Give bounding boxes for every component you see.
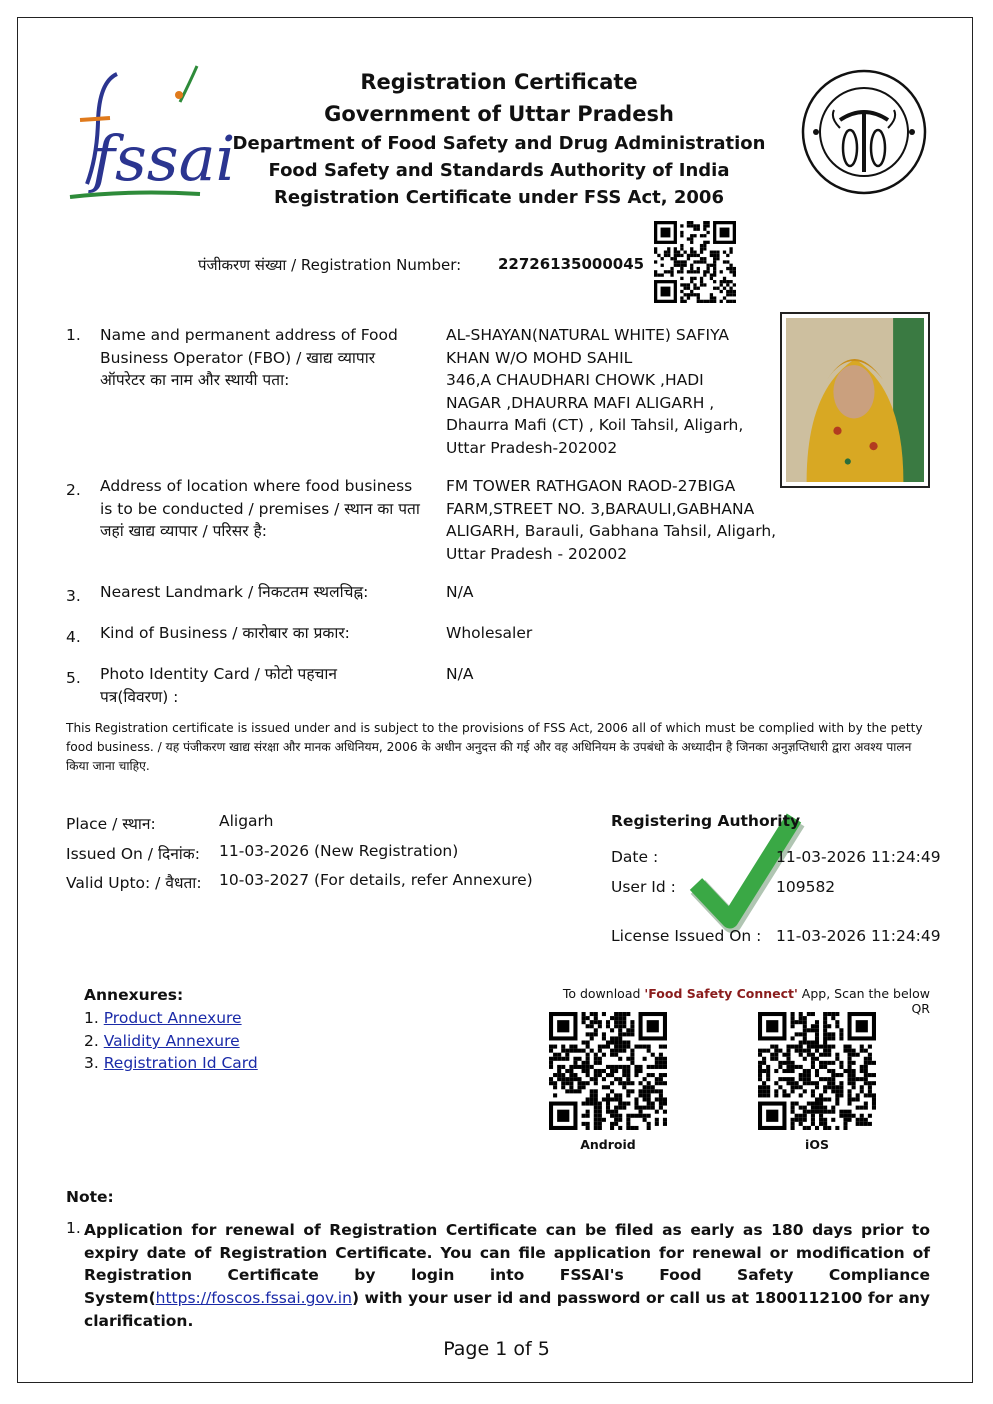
date-label: Date : bbox=[611, 848, 659, 866]
premises-address-value: FM TOWER RATHGAON RAOD-27BIGA FARM,STREET NO. 3,BARAULI,GABHANA ALIGARH, Barauli, Gabhana Tahsil, Aligarh, Uttar Pradesh - 202002 bbox=[446, 477, 777, 563]
note-text: Application for renewal of Registration Certificate can be filed as early as 180 days prior to expiry date of Registration Certificate. You can file application for renewal or modification of Registration Certificate by login into FSSAI's Food Safety Compliance System(https://foscos.fssai.gov.in) with your user id and password or call us at 1800112100 for any clarification. bbox=[84, 1221, 930, 1330]
download-app-text: To download 'Food Safety Connect' App, Scan the below QR bbox=[562, 986, 930, 1016]
photo-id-value: N/A bbox=[446, 665, 474, 683]
item-number: 4. bbox=[66, 628, 81, 646]
issued-on-value: 11-03-2026 (New Registration) bbox=[219, 842, 459, 860]
title-line-1: Registration Certificate bbox=[360, 70, 638, 94]
license-issued-label: License Issued On : bbox=[611, 927, 762, 945]
android-qr-code[interactable] bbox=[549, 1012, 667, 1130]
page-number: Page 1 of 5 bbox=[443, 1338, 550, 1360]
user-id-label: User Id : bbox=[611, 878, 676, 896]
fbo-name-label: Name and permanent address of Food Business Operator (FBO) / खाद्य व्यापार ऑपरेटर का नाम और स्थायी पता: bbox=[100, 326, 398, 389]
item-number: 1. bbox=[66, 326, 81, 344]
foscos-link[interactable]: https://foscos.fssai.gov.in bbox=[155, 1289, 352, 1308]
annexure-item-validity: 2. Validity Annexure bbox=[84, 1032, 240, 1050]
title-line-4: Food Safety and Standards Authority of India bbox=[268, 160, 730, 181]
premises-address-label: Address of location where food business is to be conducted / premises / स्थान का पता जहां खाद्य व्यापार / परिसर है: bbox=[100, 477, 420, 540]
title-line-3: Department of Food Safety and Drug Administration bbox=[232, 133, 766, 154]
date-value: 11-03-2026 11:24:49 bbox=[776, 848, 941, 866]
annexure-item-idcard: 3. Registration Id Card bbox=[84, 1054, 258, 1072]
note-number: 1. bbox=[66, 1219, 81, 1237]
registering-authority-title: Registering Authority bbox=[611, 812, 801, 830]
registration-qr-code[interactable] bbox=[654, 221, 736, 303]
place-label: Place / स्थान: bbox=[66, 815, 156, 833]
product-annexure-link[interactable]: Product Annexure bbox=[103, 1009, 242, 1027]
item-number: 5. bbox=[66, 669, 81, 687]
item-number: 3. bbox=[66, 587, 81, 605]
fbo-photo bbox=[780, 312, 930, 488]
annexures-title: Annexures: bbox=[84, 986, 184, 1004]
license-issued-value: 11-03-2026 11:24:49 bbox=[776, 927, 941, 945]
ios-qr-code[interactable] bbox=[758, 1012, 876, 1130]
valid-upto-label: Valid Upto: / वैधता: bbox=[66, 874, 202, 892]
landmark-value: N/A bbox=[446, 583, 474, 601]
uttar-pradesh-emblem bbox=[800, 68, 928, 196]
registration-number-label: पंजीकरण संख्या / Registration Number: bbox=[198, 256, 462, 274]
valid-upto-value: 10-03-2027 (For details, refer Annexure) bbox=[219, 871, 533, 889]
logo-text: fssai bbox=[92, 122, 236, 195]
app-name: 'Food Safety Connect' bbox=[644, 986, 798, 1001]
note-title: Note: bbox=[66, 1188, 114, 1206]
validity-annexure-link[interactable]: Validity Annexure bbox=[103, 1032, 240, 1050]
registration-id-card-link[interactable]: Registration Id Card bbox=[103, 1054, 258, 1072]
android-label: Android bbox=[580, 1137, 636, 1152]
ios-label: iOS bbox=[805, 1137, 829, 1152]
annexure-item-product: 1. Product Annexure bbox=[84, 1009, 242, 1027]
title-line-2: Government of Uttar Pradesh bbox=[324, 102, 674, 126]
disclaimer-text: This Registration certificate is issued under and is subject to the provisions of FSS Act, 2006 all of which must be complied with by the petty food business. / यह पंजीकरण खाद्य संरक्षा और मानक अधिनियम, 2006 के अधीन अनुदत्त की गई और वह अधिनियम के उपबंधो के अध्यादीन है जिनका अनुज्ञप्तिधारी द्वारा अवश्य पालन किया जाना चाहिए. bbox=[66, 721, 923, 773]
title-line-5: Registration Certificate under FSS Act, 2006 bbox=[274, 187, 724, 208]
fssai-logo bbox=[62, 62, 236, 207]
business-kind-label: Kind of Business / कारोबार का प्रकार: bbox=[100, 624, 350, 642]
user-id-value: 109582 bbox=[776, 878, 836, 896]
registration-number: 22726135000045 bbox=[498, 255, 645, 273]
certificate-title-block bbox=[210, 66, 788, 212]
item-number: 2. bbox=[66, 481, 81, 499]
fbo-name-value: AL-SHAYAN(NATURAL WHITE) SAFIYA KHAN W/O MOHD SAHIL 346,A CHAUDHARI CHOWK ,HADI NAGAR ,DHAURRA MAFI ALIGARH , Dhaurra Mafi (CT) , Koil Tahsil, Aligarh, Uttar Pradesh-202002 bbox=[446, 326, 744, 457]
issued-on-label: Issued On / दिनांक: bbox=[66, 845, 200, 863]
business-kind-value: Wholesaler bbox=[446, 624, 533, 642]
person-photo-icon bbox=[786, 318, 924, 482]
landmark-label: Nearest Landmark / निकटतम स्थलचिह्न: bbox=[100, 583, 369, 601]
photo-id-label: Photo Identity Card / फोटो पहचान पत्र(विवरण) : bbox=[100, 665, 338, 706]
place-value: Aligarh bbox=[219, 812, 274, 830]
